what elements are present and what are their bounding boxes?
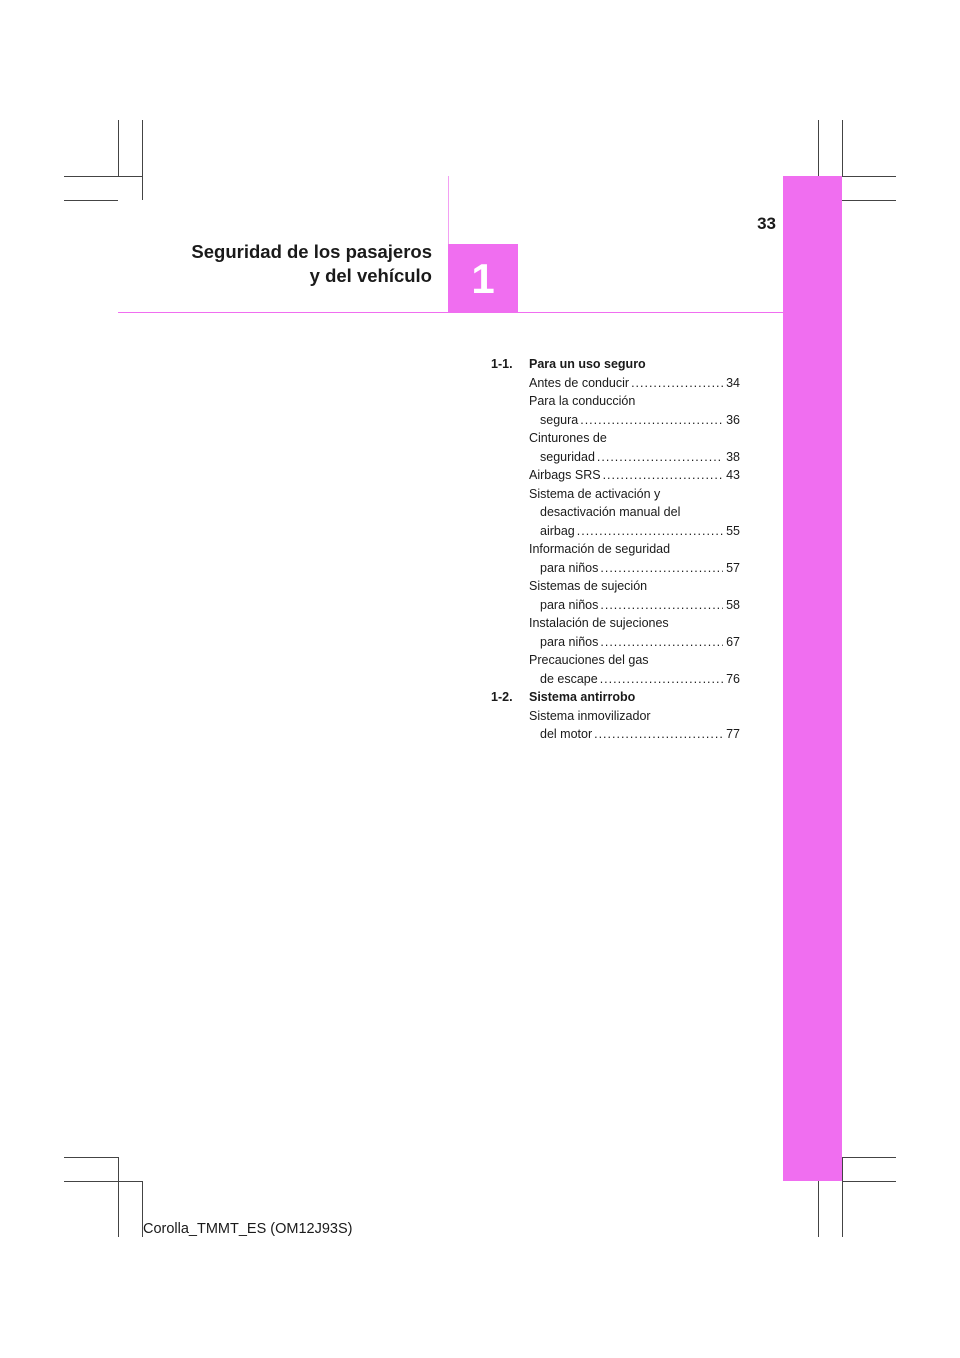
toc-entry-text: desactivación manual del — [540, 505, 681, 519]
toc-entry[interactable] — [529, 374, 740, 393]
crop-mark — [842, 120, 843, 176]
toc-entry-text: Antes de conducir — [529, 375, 630, 390]
toc-entry-text: seguridad — [540, 449, 595, 464]
header-divider — [448, 176, 449, 244]
chapter-title — [191, 240, 432, 288]
toc-section-title[interactable]: Para un uso seguro — [529, 357, 646, 371]
crop-mark — [842, 176, 896, 177]
toc-entry-text: Sistema inmovilizador — [529, 708, 651, 723]
crop-mark — [818, 1181, 819, 1237]
dot-leader — [631, 374, 723, 393]
crop-mark — [842, 1157, 843, 1237]
toc-entry[interactable] — [529, 429, 740, 466]
toc-section-heading — [491, 355, 740, 374]
chapter-number-badge: 1 — [448, 244, 518, 313]
crop-mark — [118, 1157, 119, 1237]
crop-mark — [118, 120, 119, 176]
toc-entry[interactable] — [529, 577, 740, 614]
toc-entry[interactable] — [529, 466, 740, 485]
toc-page-number: 77 — [726, 727, 740, 741]
toc-page-number: 76 — [726, 671, 740, 686]
toc-entry[interactable] — [529, 651, 740, 688]
toc-page-number: 67 — [726, 634, 740, 649]
page-number: 33 — [757, 214, 776, 233]
toc-entry-text: airbag — [540, 523, 575, 538]
toc-entry-text: Airbags SRS — [529, 468, 601, 482]
dot-leader — [577, 522, 723, 541]
dot-leader — [600, 596, 723, 615]
toc-entry[interactable] — [529, 540, 740, 577]
chapter-title-line: y del vehículo — [309, 265, 432, 286]
toc-entry[interactable] — [529, 614, 740, 651]
toc-entry-text: segura — [540, 412, 579, 427]
toc-entry-text: para niños — [540, 634, 599, 649]
crop-mark — [842, 200, 896, 201]
crop-mark — [842, 1181, 896, 1182]
table-of-contents — [491, 355, 740, 744]
toc-entry-text: Sistemas de sujeción — [529, 579, 648, 593]
toc-page-number: 34 — [726, 375, 740, 390]
toc-entry[interactable] — [529, 392, 740, 429]
dot-leader — [597, 448, 723, 467]
chapter-title-line: Seguridad de los pasajeros — [191, 241, 432, 262]
toc-page-number: 43 — [726, 468, 740, 482]
crop-mark — [142, 120, 143, 200]
toc-entry[interactable] — [529, 485, 740, 541]
toc-entry-text: para niños — [540, 597, 599, 612]
toc-page-number: 36 — [726, 412, 740, 427]
toc-page-number: 57 — [726, 560, 740, 575]
dot-leader — [600, 633, 723, 652]
toc-entry-text: Precauciones del gas — [529, 653, 649, 667]
toc-entry-text: Cinturones de — [529, 431, 607, 445]
crop-mark — [64, 176, 142, 177]
toc-section-title[interactable]: Sistema antirrobo — [529, 690, 636, 704]
dot-leader — [600, 670, 723, 689]
dot-leader — [600, 559, 723, 578]
crop-mark — [64, 200, 118, 201]
toc-page-number: 38 — [726, 449, 740, 464]
toc-entry[interactable] — [529, 707, 740, 744]
dot-leader — [594, 725, 723, 744]
toc-entry-text: Para la conducción — [529, 394, 636, 408]
dot-leader — [603, 466, 724, 485]
toc-entry-text: Sistema de activación y — [529, 486, 661, 501]
toc-section-number: 1-1. — [491, 357, 513, 371]
toc-section-heading — [491, 688, 740, 707]
toc-entry-text: Información de seguridad — [529, 542, 671, 556]
dot-leader — [580, 411, 723, 430]
toc-entry-text: del motor — [540, 727, 593, 741]
toc-page-number: 55 — [726, 523, 740, 538]
footer-document-id: Corolla_TMMT_ES (OM12J93S) — [143, 1221, 353, 1237]
toc-section-number: 1-2. — [491, 690, 513, 704]
toc-entry-text: para niños — [540, 560, 599, 575]
crop-mark — [842, 1157, 896, 1158]
toc-entry-text: Instalación de sujeciones — [529, 616, 669, 630]
chapter-side-tab — [783, 176, 842, 1181]
toc-entry-text: de escape — [540, 671, 598, 686]
crop-mark — [64, 1157, 118, 1158]
toc-page-number: 58 — [726, 597, 740, 612]
crop-mark — [64, 1181, 142, 1182]
